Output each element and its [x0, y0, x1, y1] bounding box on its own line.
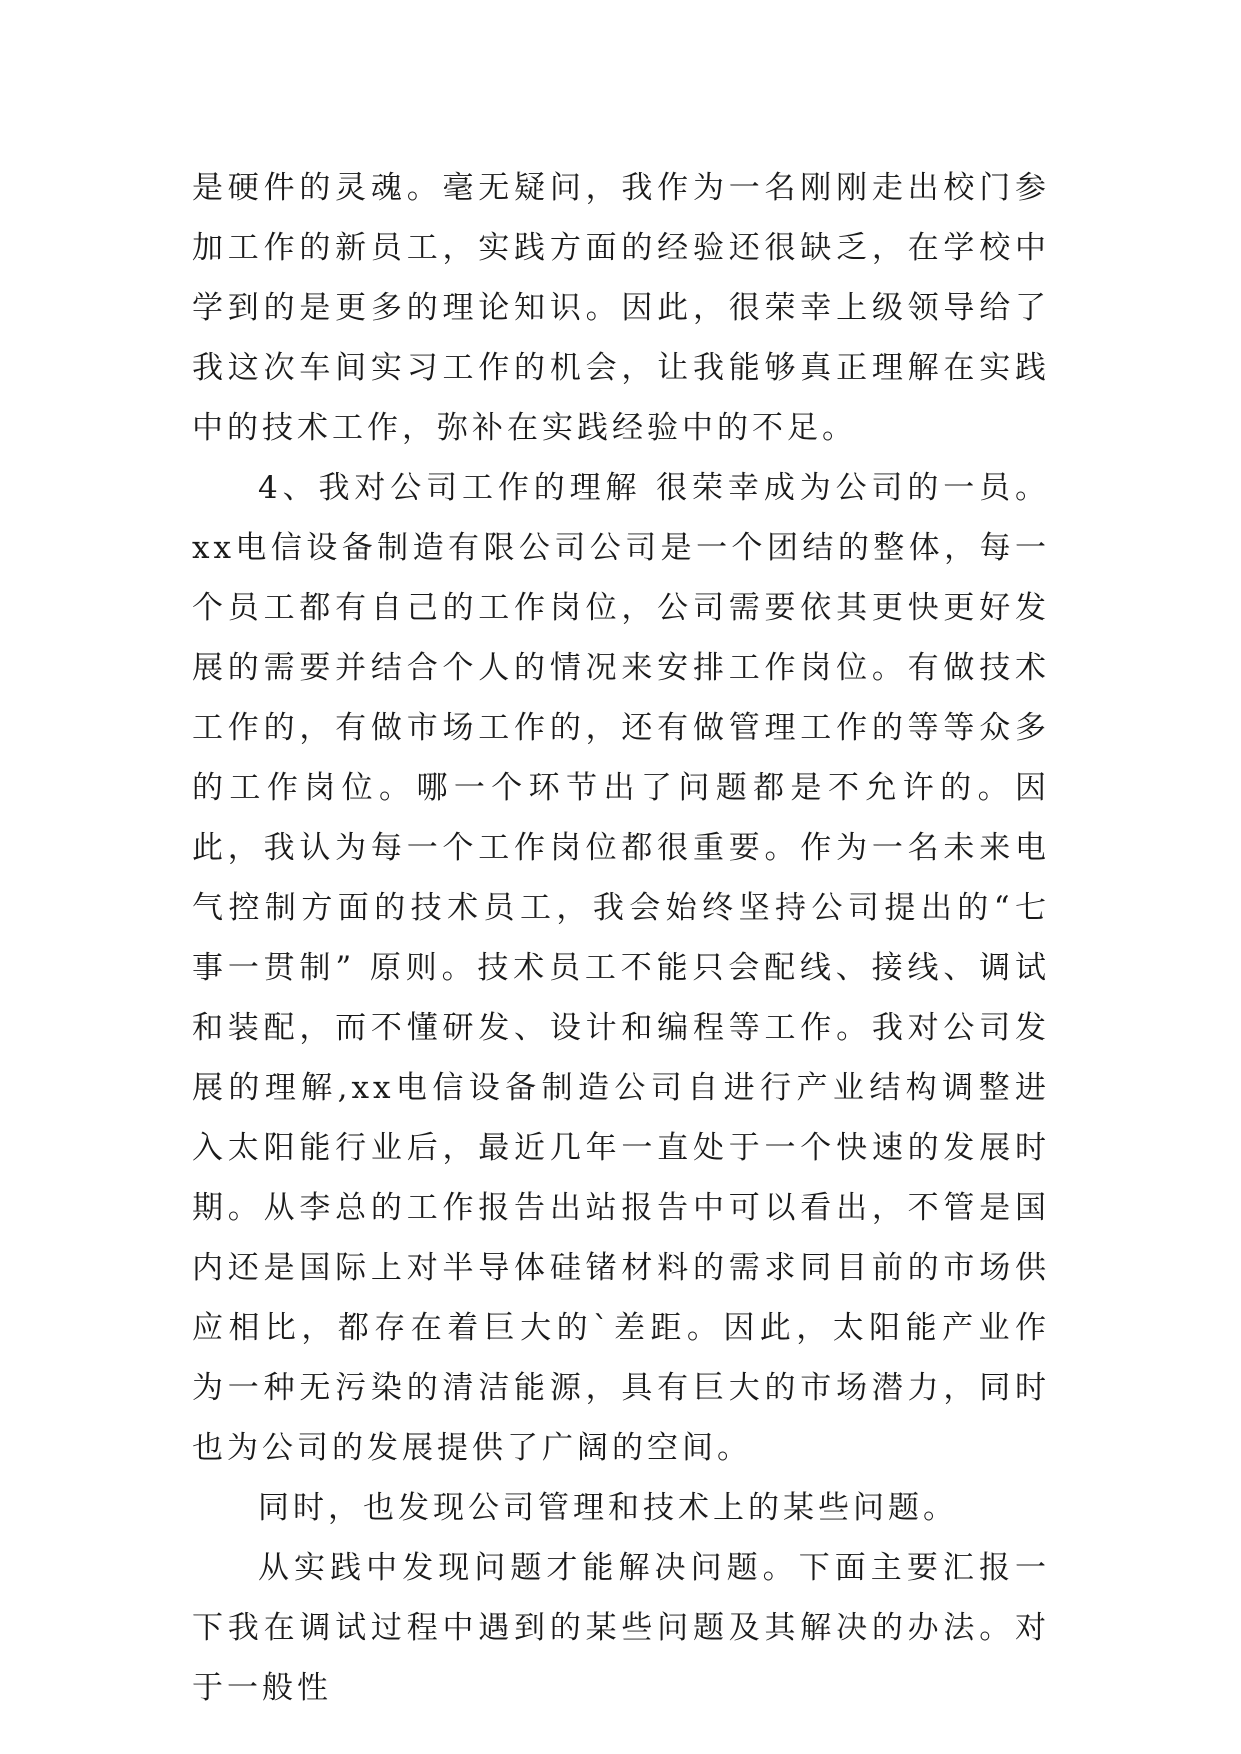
- paragraph-1: 是硬件的灵魂。毫无疑问，我作为一名刚刚走出校门参加工作的新员工，实践方面的经验还很缺乏，在学校中学到的是更多的理论知识。因此，很荣幸上级领导给了我这次车间实习工作的机会，让我能够真正理解在实践中的技术工作，弥补在实践经验中的不足。: [192, 170, 1050, 446]
- paragraph-3: 同时，也发现公司管理和技术上的某些问题。: [258, 1490, 958, 1526]
- paragraph-2: 4、我对公司工作的理解 很荣幸成为公司的一员。xx电信设备制造有限公司公司是一个团结的整体，每一个员工都有自己的工作岗位，公司需要依其更快更好发展的需要并结合个人的情况来安排工作岗位。有做技术工作的，有做市场工作的，还有做管理工作的等等众多的工作岗位。哪一个环节出了问题都是不允许的。因此，我认为每一个工作岗位都很重要。作为一名未来电气控制方面的技术员工，我会始终坚持公司提出的“七事一贯制” 原则。技术员工不能只会配线、接线、调试和装配，而不懂研发、设计和编程等工作。我对公司发展的理解,xx电信设备制造公司自进行产业结构调整进入太阳能行业后，最近几年一直处于一个快速的发展时期。从李总的工作报告出站报告中可以看出，不管是国内还是国际上对半导体硅锗材料的需求同目前的市场供应相比，都存在着巨大的`差距。因此，太阳能产业作为一种无污染的清洁能源，具有巨大的市场潜力，同时也为公司的发展提供了广阔的空间。: [192, 470, 1050, 1466]
- paragraph-4: 从实践中发现问题才能解决问题。下面主要汇报一下我在调试过程中遇到的某些问题及其解决的办法。对于一般性: [192, 1550, 1050, 1706]
- body-text: [192, 158, 1050, 1718]
